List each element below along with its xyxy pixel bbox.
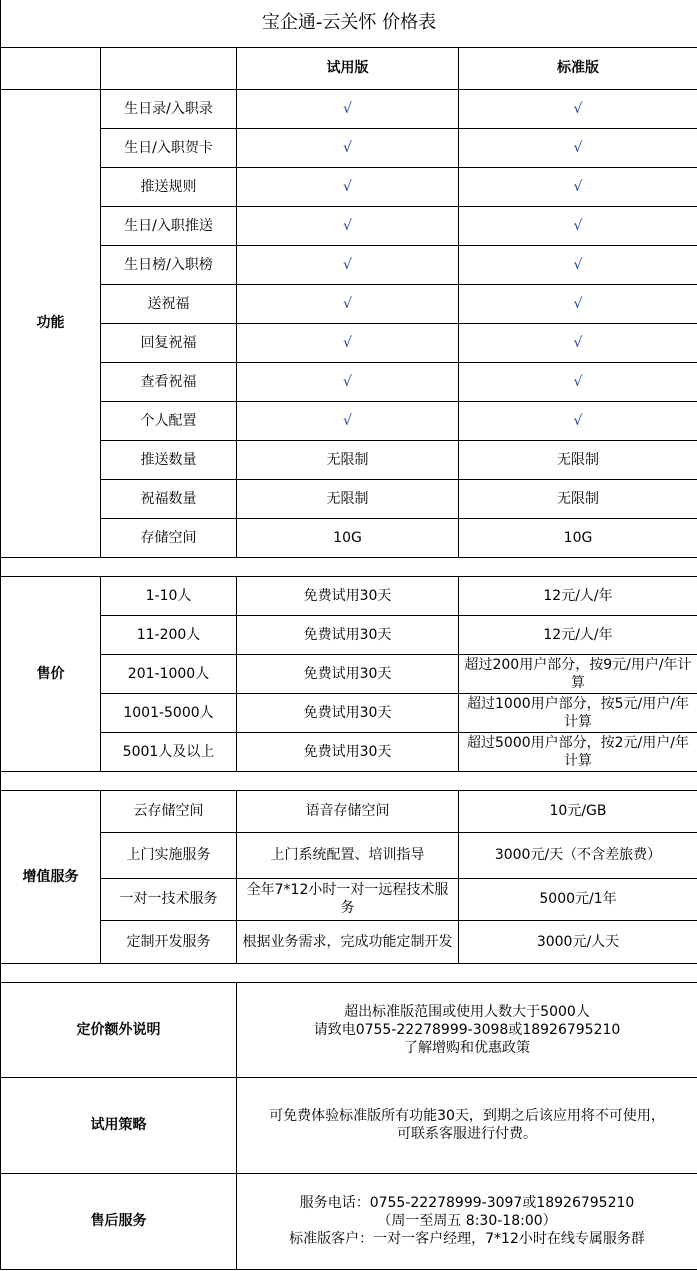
check-icon: √ <box>237 362 459 401</box>
price-tier: 201-1000人 <box>101 654 237 693</box>
after-sales-line: （周一至周五 8:30-18:00） <box>377 1213 557 1229</box>
trial-policy-line: 可免费体验标准版所有功能30天，到期之后该应用将不可使用， <box>269 1108 665 1124</box>
feature-standard-value: 无限制 <box>459 479 697 518</box>
check-icon: √ <box>459 362 697 401</box>
price-tier: 1-10人 <box>101 576 237 615</box>
feature-standard-value: 10G <box>459 518 697 557</box>
service-desc: 全年7*12小时一对一远程技术服务 <box>237 878 459 920</box>
check-icon: √ <box>237 284 459 323</box>
header-standard: 标准版 <box>459 47 697 89</box>
price-trial: 免费试用30天 <box>237 654 459 693</box>
feature-name: 送祝福 <box>101 284 237 323</box>
service-desc: 语音存储空间 <box>237 790 459 832</box>
feature-standard-value: 无限制 <box>459 440 697 479</box>
trial-policy-line: 可联系客服进行付费。 <box>397 1126 538 1142</box>
section-spacer <box>1 963 697 982</box>
service-price: 3000元/天（不含差旅费） <box>459 832 697 878</box>
feature-name: 祝福数量 <box>101 479 237 518</box>
check-icon: √ <box>459 401 697 440</box>
check-icon: √ <box>459 206 697 245</box>
check-icon: √ <box>459 128 697 167</box>
check-icon: √ <box>237 167 459 206</box>
price-tier: 11-200人 <box>101 615 237 654</box>
price-trial: 免费试用30天 <box>237 576 459 615</box>
header-blank-2 <box>101 47 237 89</box>
service-name: 一对一技术服务 <box>101 878 237 920</box>
check-icon: √ <box>459 89 697 128</box>
price-standard: 12元/人/年 <box>459 615 697 654</box>
service-name: 上门实施服务 <box>101 832 237 878</box>
service-price: 3000元/人天 <box>459 920 697 963</box>
check-icon: √ <box>237 89 459 128</box>
feature-name: 生日录/入职录 <box>101 89 237 128</box>
section-spacer <box>1 557 697 576</box>
pricing-category: 售价 <box>1 576 101 771</box>
feature-name: 生日榜/入职榜 <box>101 245 237 284</box>
value-added-category: 增值服务 <box>1 790 101 963</box>
price-standard: 超过5000用户部分，按2元/用户/年计算 <box>459 732 697 771</box>
check-icon: √ <box>459 323 697 362</box>
after-sales-line: 服务电话：0755-22278999-3097或18926795210 <box>299 1195 635 1211</box>
trial-policy-label: 试用策略 <box>1 1077 237 1173</box>
price-standard: 超过1000用户部分，按5元/用户/年计算 <box>459 693 697 732</box>
feature-name: 生日/入职贺卡 <box>101 128 237 167</box>
check-icon: √ <box>459 167 697 206</box>
features-category: 功能 <box>1 89 101 557</box>
check-icon: √ <box>237 128 459 167</box>
feature-name: 推送规则 <box>101 167 237 206</box>
check-icon: √ <box>459 245 697 284</box>
extra-notes-line: 超出标准版范围或使用人数大于5000人 <box>344 1003 590 1020</box>
trial-policy-text <box>237 1077 697 1173</box>
service-name: 定制开发服务 <box>101 920 237 963</box>
check-icon: √ <box>237 206 459 245</box>
header-blank-1 <box>1 47 101 89</box>
extra-notes-line: 请致电0755-22278999-3098或18926795210 <box>313 1021 621 1038</box>
feature-name: 回复祝福 <box>101 323 237 362</box>
service-price: 5000元/1年 <box>459 878 697 920</box>
check-icon: √ <box>237 401 459 440</box>
section-spacer <box>1 771 697 790</box>
feature-trial-value: 无限制 <box>237 479 459 518</box>
header-trial: 试用版 <box>237 47 459 89</box>
price-trial: 免费试用30天 <box>237 693 459 732</box>
check-icon: √ <box>459 284 697 323</box>
price-standard: 超过200用户部分，按9元/用户/年计算 <box>459 654 697 693</box>
price-trial: 免费试用30天 <box>237 732 459 771</box>
price-tier: 1001-5000人 <box>101 693 237 732</box>
service-price: 10元/GB <box>459 790 697 832</box>
after-sales-text <box>237 1173 697 1269</box>
extra-notes-label: 定价额外说明 <box>1 982 237 1077</box>
feature-name: 查看祝福 <box>101 362 237 401</box>
price-tier: 5001人及以上 <box>101 732 237 771</box>
price-trial: 免费试用30天 <box>237 615 459 654</box>
service-desc: 上门系统配置、培训指导 <box>237 832 459 878</box>
feature-trial-value: 10G <box>237 518 459 557</box>
feature-name: 存储空间 <box>101 518 237 557</box>
price-standard: 12元/人/年 <box>459 576 697 615</box>
check-icon: √ <box>237 245 459 284</box>
service-name: 云存储空间 <box>101 790 237 832</box>
after-sales-line: 标准版客户：一对一客户经理，7*12小时在线专属服务群 <box>289 1231 645 1247</box>
extra-notes-text <box>237 982 697 1077</box>
feature-trial-value: 无限制 <box>237 440 459 479</box>
service-desc: 根据业务需求，完成功能定制开发 <box>237 920 459 963</box>
page-title: 宝企通-云关怀 价格表 <box>1 0 697 47</box>
feature-name: 个人配置 <box>101 401 237 440</box>
feature-name: 推送数量 <box>101 440 237 479</box>
feature-name: 生日/入职推送 <box>101 206 237 245</box>
after-sales-label: 售后服务 <box>1 1173 237 1269</box>
check-icon: √ <box>237 323 459 362</box>
extra-notes-line: 了解增购和优惠政策 <box>404 1039 531 1056</box>
